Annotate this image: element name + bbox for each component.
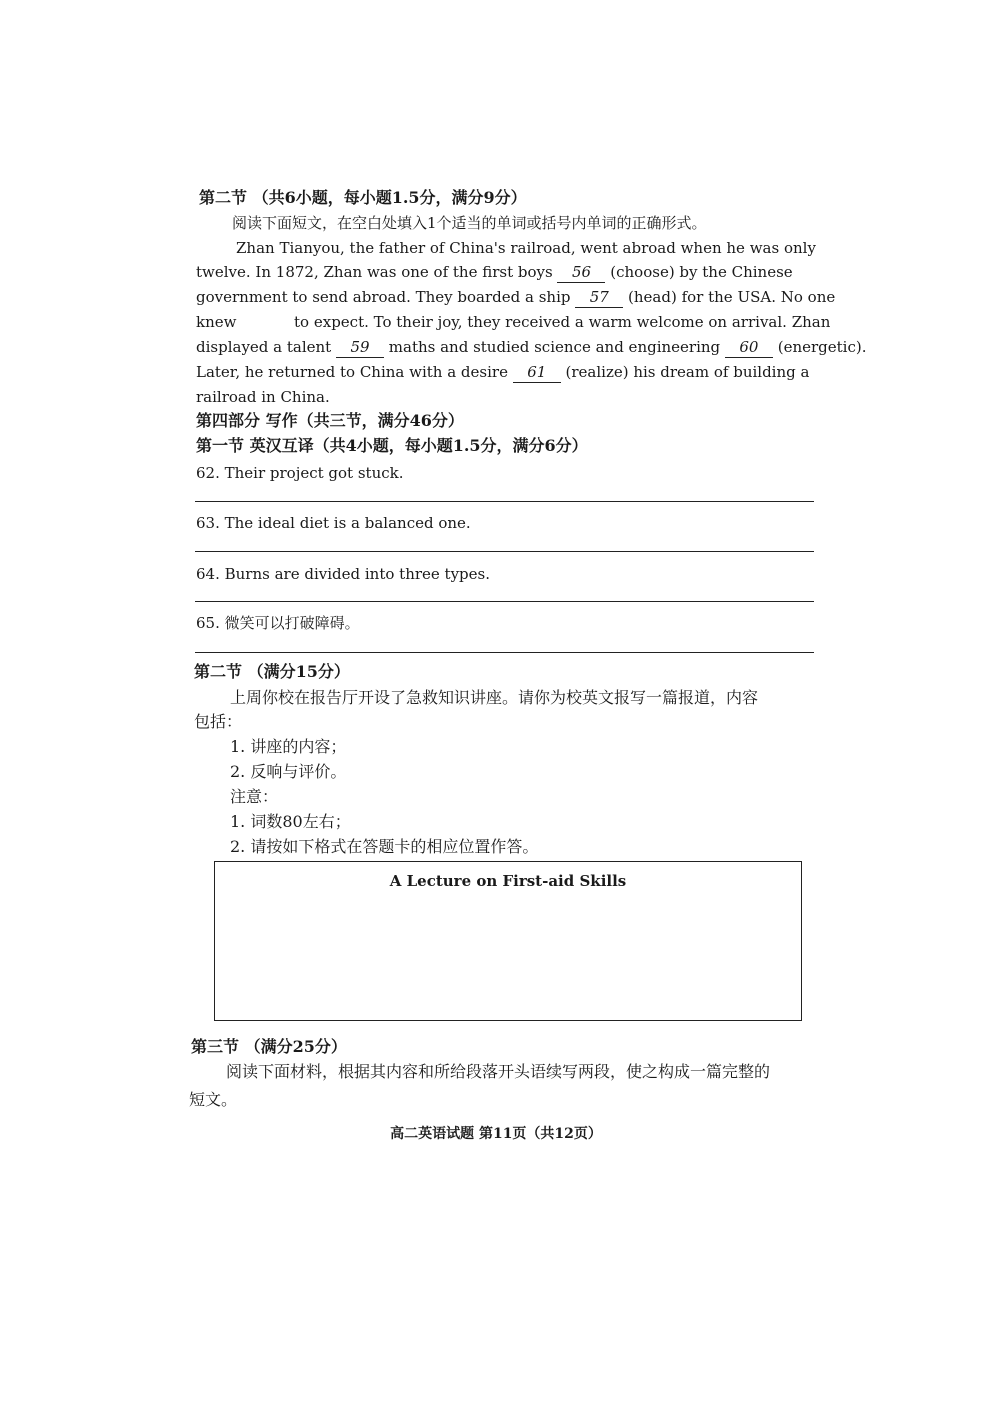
writing-prompt: 上周你校在报告厅开设了急救知识讲座。请你为校英文报写一篇报道，内容 bbox=[230, 688, 759, 707]
answer-box[interactable] bbox=[214, 861, 802, 1021]
passage-line-5 bbox=[196, 337, 866, 358]
question-62: 62. Their project got stuck. bbox=[196, 464, 404, 482]
passage-line-2 bbox=[196, 262, 793, 283]
answer-box-title: A Lecture on First-aid Skills bbox=[389, 872, 627, 890]
passage-text: maths and studied science and engineering bbox=[388, 338, 721, 356]
answer-line-62[interactable] bbox=[195, 501, 814, 502]
blank-61[interactable]: 61 bbox=[513, 362, 561, 383]
passage-line-4 bbox=[196, 312, 830, 332]
passage-line-6 bbox=[196, 362, 809, 383]
note-2: 2. 请按如下格式在答题卡的相应位置作答。 bbox=[230, 837, 539, 856]
passage-text: displayed a talent bbox=[196, 338, 332, 356]
question-64: 64. Burns are divided into three types. bbox=[196, 565, 490, 583]
answer-line-64[interactable] bbox=[195, 601, 814, 602]
note-label: 注意： bbox=[230, 787, 279, 806]
note-1: 1. 词数80左右； bbox=[230, 812, 351, 831]
section-header: 第三节 （满分25分） bbox=[191, 1037, 347, 1056]
requirement-1: 1. 讲座的内容； bbox=[230, 737, 347, 756]
answer-line-65[interactable] bbox=[195, 652, 814, 653]
passage-text: (head) for the USA. No one bbox=[628, 288, 836, 306]
section-header: 第二节 （共6小题，每小题1.5分，满分9分） bbox=[199, 188, 527, 207]
passage-text: to expect. To their joy, they received a warm welcome on arrival. Zhan bbox=[294, 313, 831, 331]
writing-prompt: 包括： bbox=[194, 712, 243, 731]
passage-text: twelve. In 1872, Zhan was one of the first boys bbox=[196, 263, 553, 281]
passage-text: knew bbox=[196, 313, 237, 331]
passage-text: (energetic). bbox=[777, 338, 867, 356]
blank-59[interactable]: 59 bbox=[336, 337, 384, 358]
section-header: 第一节 英汉互译（共4小题，每小题1.5分，满分6分） bbox=[196, 436, 588, 455]
section-header: 第二节 （满分15分） bbox=[194, 662, 350, 681]
passage-line-1: Zhan Tianyou, the father of China's railroad, went abroad when he was only bbox=[236, 239, 816, 257]
page-footer: 高二英语试题 第11页（共12页） bbox=[390, 1126, 602, 1142]
blank-60[interactable]: 60 bbox=[725, 337, 773, 358]
passage-line-3 bbox=[196, 287, 835, 308]
blank-56[interactable]: 56 bbox=[557, 262, 605, 283]
passage-text: government to send abroad. They boarded a ship bbox=[196, 288, 571, 306]
requirement-2: 2. 反响与评价。 bbox=[230, 762, 347, 781]
continuation-prompt: 阅读下面材料，根据其内容和所给段落开头语续写两段，使之构成一篇完整的 bbox=[226, 1062, 771, 1081]
question-63: 63. The ideal diet is a balanced one. bbox=[196, 514, 471, 532]
continuation-prompt: 短文。 bbox=[189, 1090, 238, 1109]
passage-line-7: railroad in China. bbox=[196, 388, 330, 406]
passage-text: (choose) by the Chinese bbox=[610, 263, 793, 281]
part-header: 第四部分 写作（共三节，满分46分） bbox=[196, 411, 464, 430]
passage-text: (realize) his dream of building a bbox=[565, 363, 810, 381]
answer-line-63[interactable] bbox=[195, 551, 814, 552]
blank-57[interactable]: 57 bbox=[575, 287, 623, 308]
passage-text: Later, he returned to China with a desire bbox=[196, 363, 508, 381]
question-65: 65. 微笑可以打破障碍。 bbox=[196, 614, 360, 632]
instruction: 阅读下面短文，在空白处填入1个适当的单词或括号内单词的正确形式。 bbox=[232, 214, 707, 232]
